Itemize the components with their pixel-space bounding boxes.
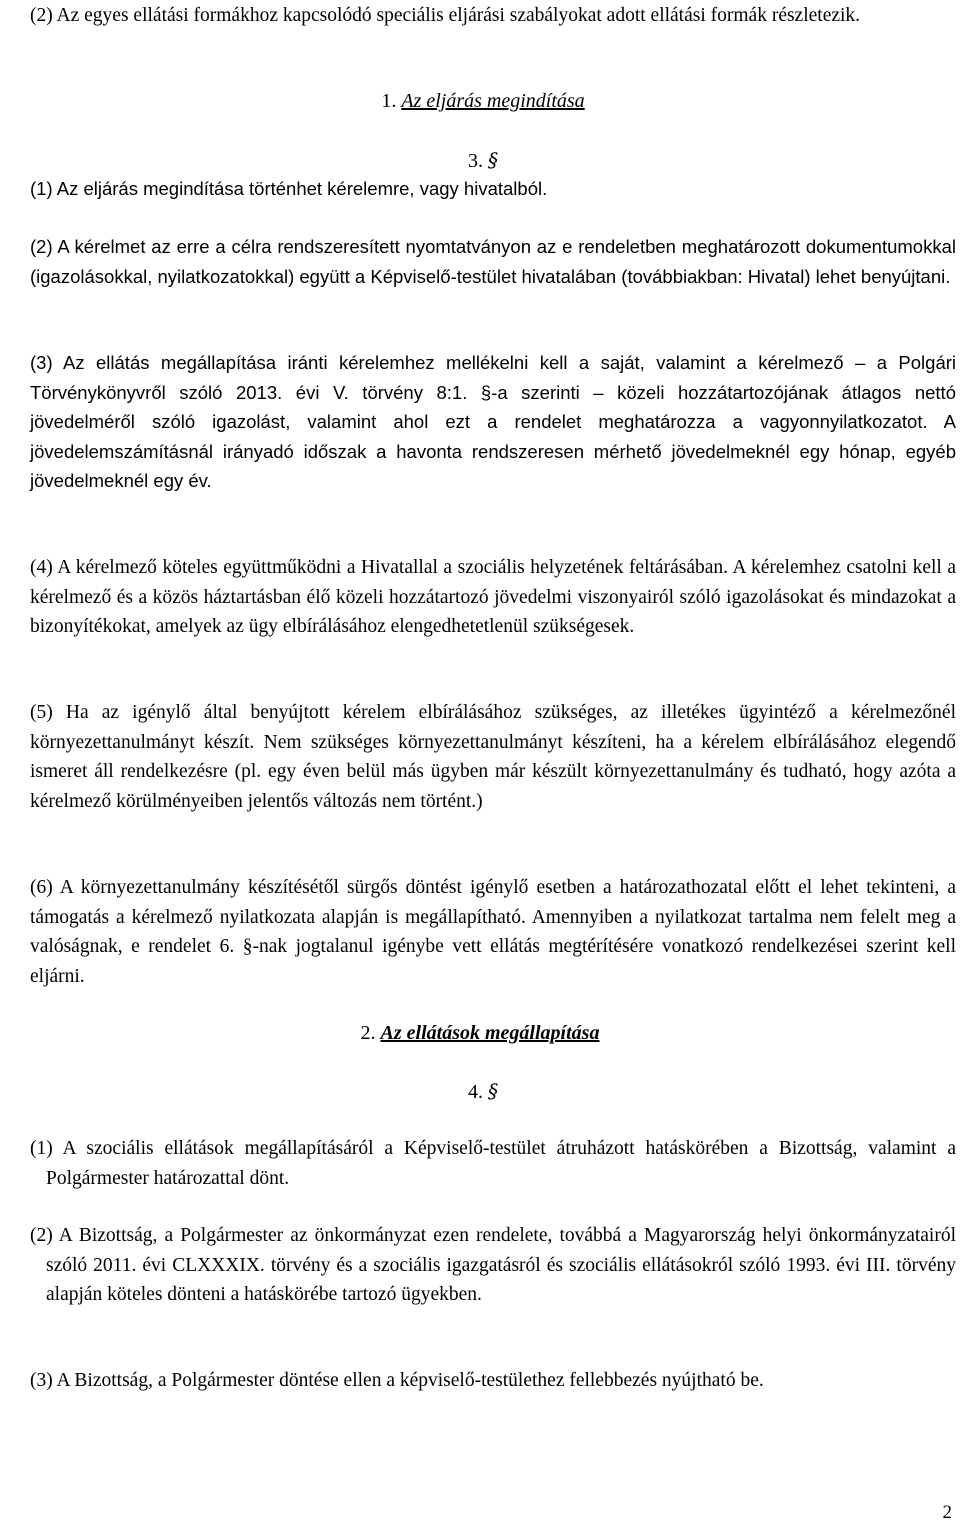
chapter-heading-2 bbox=[0, 1019, 960, 1047]
chapter-number: 2. bbox=[360, 1022, 376, 1044]
section3-paragraph-6: (6) A környezettanulmány készítésétől sürgős döntést igénylő esetben a határozathozatal előtt el lehet tekinteni, a támogatás a kérelmező nyilatkozata alapján is megállapítható. Amennyiben a nyilatkozat tartalma nem felelt meg a valóságnak, e rendelet 6. §-nak jogtalanul igénybe vett ellátás megtérítésére vonatkozó rendelkezései szerint kell eljárni. bbox=[30, 877, 956, 987]
section-number: 3. bbox=[468, 150, 483, 172]
section3-paragraph-1: (1) Az eljárás megindítása történhet kérelemre, vagy hivatalból. bbox=[30, 178, 548, 199]
intro-paragraph: (2) Az egyes ellátási formákhoz kapcsolódó speciális eljárási szabályokat adott ellátási formák részletezik. bbox=[30, 5, 861, 26]
section-sign-icon: § bbox=[488, 148, 498, 172]
section4-paragraph-3: (3) A Bizottság, a Polgármester döntése ellen a képviselő-testülethez fellebbezés nyújtható be. bbox=[30, 1370, 764, 1391]
page-number: 2 bbox=[942, 1502, 952, 1523]
section4-paragraph-1: (1) A szociális ellátások megállapításáról a Képviselő-testület átruházott hatáskörében a Bizottság, valamint a Polgármester határozattal dönt. bbox=[30, 1138, 956, 1189]
section-heading-3 bbox=[0, 146, 960, 175]
section-heading-4 bbox=[0, 1077, 960, 1106]
section3-paragraph-2: (2) A kérelmet az erre a célra rendszeresített nyomtatványon az e rendeletben meghatározott dokumentumokkal (igazolásokkal, nyilatkozatokkal) együtt a Képviselő-testület hivatalában (továbbiakban: Hivatal) lehet benyújtani. bbox=[30, 236, 956, 287]
section-sign-icon: § bbox=[488, 1079, 498, 1103]
section3-paragraph-5: (5) Ha az igénylő által benyújtott kérelem elbírálásához szükséges, az illetékes ügyintéző a kérelmezőnél környezettanulmányt készít. Nem szükséges környezettanulmányt készíteni, ha a kérelem elbírálásához elegendő ismeret áll rendelkezésre (pl. egy éven belül más ügyben már készült környezettanulmány és tudható, hogy azóta a kérelmező körülményeiben jelentős változás nem történt.) bbox=[30, 702, 956, 812]
section-number: 4. bbox=[468, 1081, 483, 1103]
chapter-heading-1 bbox=[0, 87, 960, 115]
section3-paragraph-4: (4) A kérelmező köteles együttműködni a Hivatallal a szociális helyzetének feltárásában. A kérelemhez csatolni kell a kérelmező és a közös háztartásban élő közeli hozzátartozó jövedelmi viszonyairól szóló igazolásokat és mindazokat a bizonyítékokat, amelyek az ügy elbírálásához elengedhetetlenül szükségesek. bbox=[30, 557, 956, 637]
chapter-title: Az eljárás megindítása bbox=[401, 90, 585, 112]
section3-paragraph-3: (3) Az ellátás megállapítása iránti kérelemhez mellékelni kell a saját, valamint a kérelmező – a Polgári Törvénykönyvről szóló 2013. évi V. törvény 8:1. §-a szerinti – közeli hozzátartozójának átlagos nettó jövedelméről szóló igazolást, valamint ahol ezt a rendelet meghatározza a vagyonnyilatkozatot. A jövedelemszámításnál irányadó időszak a havonta rendszeresen mérhető jövedelmeknél egy hónap, egyéb jövedelmeknél egy év. bbox=[30, 352, 956, 491]
chapter-title: Az ellátások megállapítása bbox=[380, 1022, 600, 1044]
section4-paragraph-2: (2) A Bizottság, a Polgármester az önkormányzat ezen rendelete, továbbá a Magyarország helyi önkormányzatairól szóló 2011. évi CLXXXIX. törvény és a szociális igazgatásról és szociális ellátásokról szóló 1993. évi III. törvény alapján köteles dönteni a hatáskörébe tartozó ügyekben. bbox=[30, 1225, 956, 1305]
chapter-number: 1. bbox=[381, 90, 397, 112]
